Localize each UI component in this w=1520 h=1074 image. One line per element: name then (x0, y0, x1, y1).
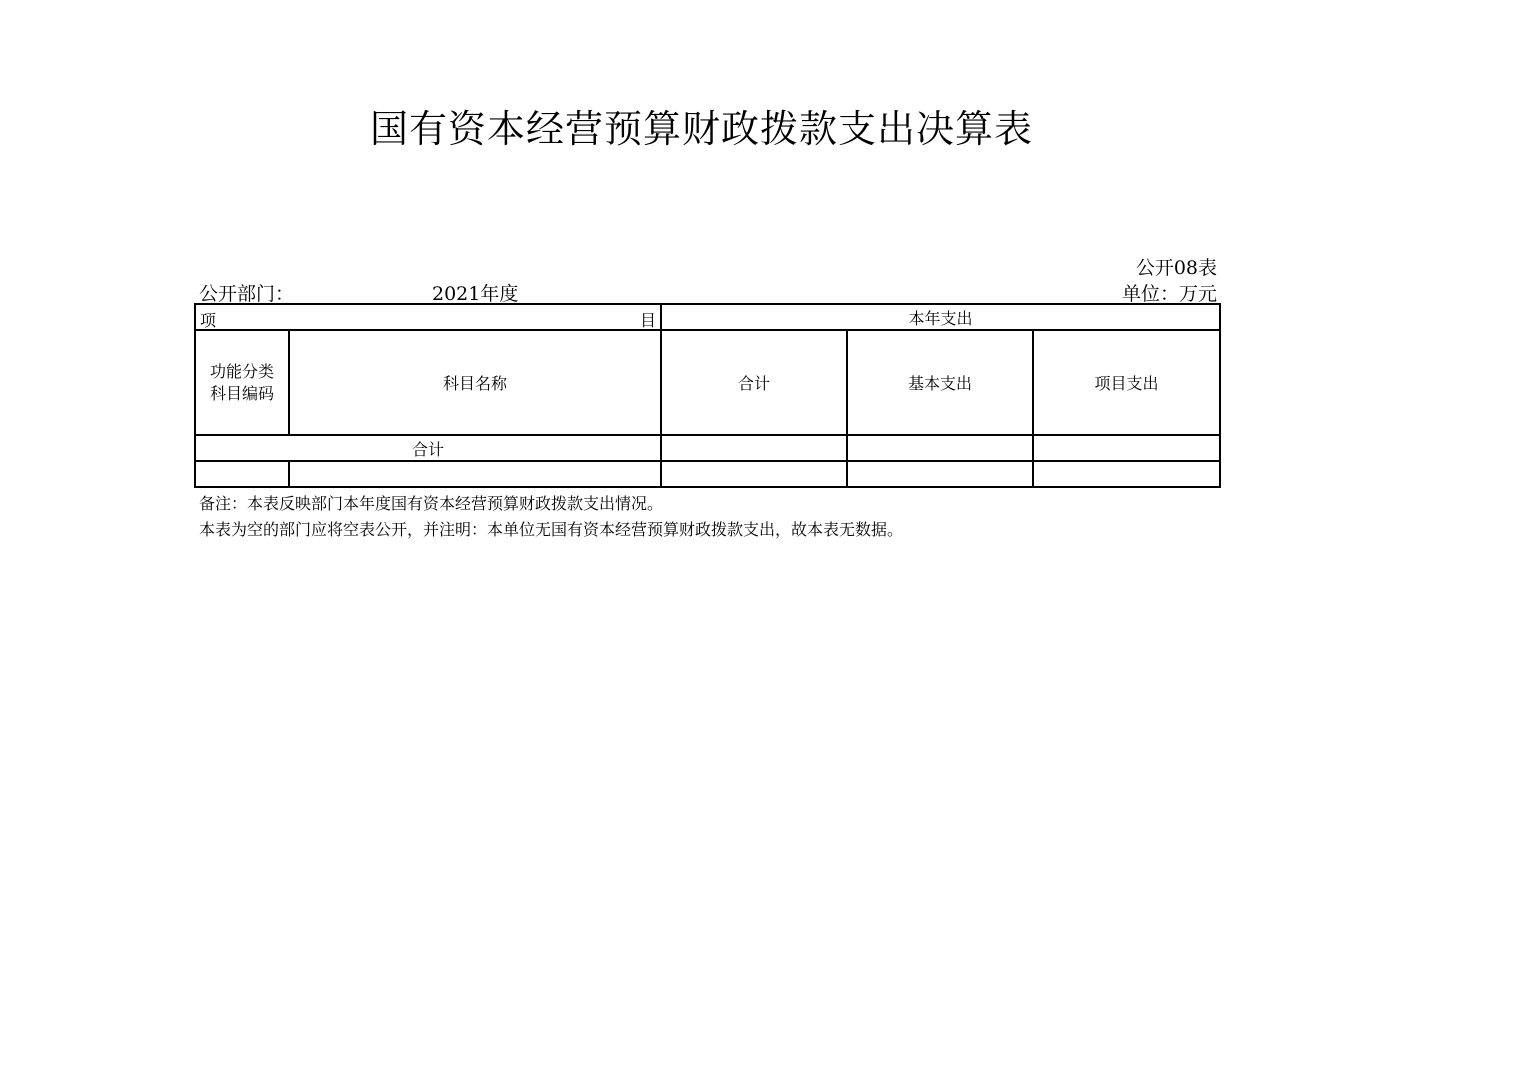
department-label: 公开部门： (199, 283, 295, 305)
row-name (289, 461, 661, 487)
header-row-2 (195, 330, 1220, 435)
total-label: 合计 (195, 435, 661, 461)
note-remark: 备注：本表反映部门本年度国有资本经营预算财政拨款支出情况。 (199, 494, 664, 513)
header-item-right: 目 (639, 311, 656, 330)
header-item-left: 项 (200, 311, 217, 330)
total-row-total (661, 435, 847, 461)
expenditure-table (194, 303, 1221, 488)
col-project-header: 项目支出 (1033, 330, 1220, 435)
header-item-cell (195, 304, 661, 330)
row-code (195, 461, 289, 487)
total-row (195, 435, 1220, 461)
header-row-1 (195, 304, 1220, 330)
col-basic-header: 基本支出 (847, 330, 1033, 435)
fiscal-year: 2021年度 (432, 283, 519, 305)
row-project (1033, 461, 1220, 487)
header-current-year: 本年支出 (661, 304, 1220, 330)
col-total-header: 合计 (661, 330, 847, 435)
form-number: 公开08表 (1135, 257, 1217, 279)
col-name-header: 科目名称 (289, 330, 661, 435)
total-row-basic (847, 435, 1033, 461)
col-code-header: 功能分类科目编码 (195, 330, 289, 435)
row-basic (847, 461, 1033, 487)
unit-label: 单位：万元 (1121, 283, 1217, 305)
page-title: 国有资本经营预算财政拨款支出决算表 (370, 107, 1034, 151)
note-instruction: 本表为空的部门应将空表公开，并注明：本单位无国有资本经营预算财政拨款支出，故本表无数据。 (199, 520, 904, 539)
total-row-project (1033, 435, 1220, 461)
row-total (661, 461, 847, 487)
table-row (195, 461, 1220, 487)
